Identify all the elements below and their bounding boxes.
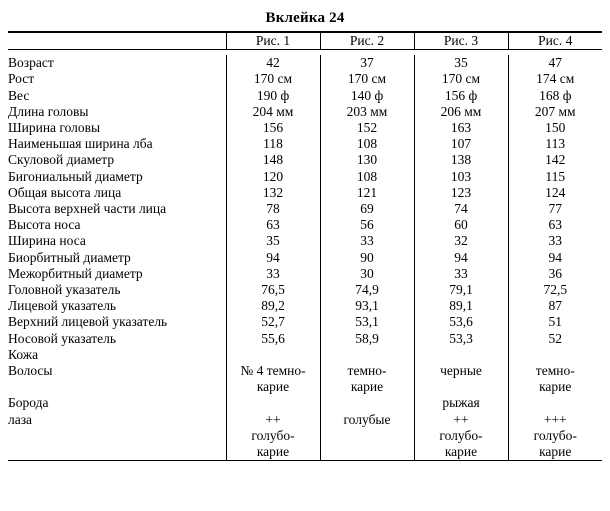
- row-value: 47: [508, 55, 602, 71]
- row-value: 103: [414, 169, 508, 185]
- row-value: 69: [320, 201, 414, 217]
- row-value: 35: [226, 233, 320, 249]
- table-row: [8, 395, 602, 411]
- row-value: 150: [508, 120, 602, 136]
- row-label: Высота верхней части лица: [8, 201, 167, 217]
- table-row: [8, 266, 602, 282]
- row-label: Длина головы: [8, 103, 89, 119]
- row-value: 30: [320, 266, 414, 282]
- row-value: [508, 347, 602, 363]
- row-value: 115: [508, 169, 602, 185]
- table-row: [8, 314, 602, 330]
- row-label: Головной указатель: [8, 282, 121, 298]
- row-value: 140 ф: [320, 88, 414, 104]
- row-value: 163: [414, 120, 508, 136]
- row-value: [226, 347, 320, 363]
- row-value: [226, 395, 320, 411]
- column-header: Рис. 4: [508, 33, 602, 50]
- row-value: 108: [320, 136, 414, 152]
- row-value: 148: [226, 152, 320, 168]
- row-label: Кожа: [8, 346, 39, 362]
- row-label: Межорбитный диаметр: [8, 265, 143, 281]
- row-label: Наименьшая ширина лба: [8, 136, 153, 152]
- row-value: 33: [320, 233, 414, 249]
- row-label: Рост: [8, 71, 35, 87]
- table-row: [8, 88, 602, 104]
- row-value: 63: [226, 217, 320, 233]
- row-label: Высота носа: [8, 217, 81, 233]
- table-row: [8, 71, 602, 87]
- row-value: № 4 темно- карие: [226, 363, 320, 395]
- row-value: рыжая: [414, 395, 508, 411]
- row-value: 58,9: [320, 331, 414, 347]
- row-value: 138: [414, 152, 508, 168]
- row-value: ++ голубо- карие: [414, 412, 508, 461]
- row-label: Волосы: [8, 363, 53, 379]
- row-value: 108: [320, 169, 414, 185]
- row-value: 124: [508, 185, 602, 201]
- row-value: 63: [508, 217, 602, 233]
- row-value: 36: [508, 266, 602, 282]
- row-value: 53,1: [320, 314, 414, 330]
- table-row: [8, 120, 602, 136]
- row-value: 72,5: [508, 282, 602, 298]
- row-label: Верхний лицевой указатель: [8, 314, 168, 330]
- table-row: [8, 250, 602, 266]
- row-label: Общая высота лица: [8, 184, 122, 200]
- page-title: Вклейка 24: [265, 10, 345, 26]
- row-label: Носовой указатель: [8, 330, 117, 346]
- row-value: 37: [320, 55, 414, 71]
- row-value: 33: [226, 266, 320, 282]
- row-label: Биорбитный диаметр: [8, 249, 131, 265]
- row-value: 190 ф: [226, 88, 320, 104]
- row-value: 168 ф: [508, 88, 602, 104]
- row-value: [414, 347, 508, 363]
- row-value: 76,5: [226, 282, 320, 298]
- table-row: [8, 152, 602, 168]
- table-row: [8, 331, 602, 347]
- row-value: 118: [226, 136, 320, 152]
- row-value: 74: [414, 201, 508, 217]
- row-value: [508, 395, 602, 411]
- row-value: 132: [226, 185, 320, 201]
- row-label: Лицевой указатель: [8, 298, 117, 314]
- row-value: 170 см: [414, 71, 508, 87]
- column-header-blank: [8, 33, 226, 50]
- row-value: [320, 395, 414, 411]
- table-row: [8, 169, 602, 185]
- row-label: Борода: [8, 395, 49, 411]
- measurements-table: [8, 33, 602, 462]
- row-value: 33: [414, 266, 508, 282]
- row-value: 52: [508, 331, 602, 347]
- row-value: 204 мм: [226, 104, 320, 120]
- table-row: [8, 347, 602, 363]
- row-value: 94: [414, 250, 508, 266]
- row-value: 90: [320, 250, 414, 266]
- row-value: 130: [320, 152, 414, 168]
- row-value: 174 см: [508, 71, 602, 87]
- row-label: Возраст: [8, 55, 54, 71]
- row-value: 55,6: [226, 331, 320, 347]
- row-value: 152: [320, 120, 414, 136]
- row-value: темно- карие: [508, 363, 602, 395]
- row-value: 87: [508, 298, 602, 314]
- row-label: Вес: [8, 87, 30, 103]
- table-row: [8, 185, 602, 201]
- row-value: 94: [508, 250, 602, 266]
- table-bottom-rule: [8, 461, 602, 463]
- row-value: 156 ф: [414, 88, 508, 104]
- row-label: лаза: [8, 411, 33, 427]
- row-value: 203 мм: [320, 104, 414, 120]
- row-value: 74,9: [320, 282, 414, 298]
- row-value: 51: [508, 314, 602, 330]
- row-value: 60: [414, 217, 508, 233]
- column-header: Рис. 2: [320, 33, 414, 50]
- row-value: 32: [414, 233, 508, 249]
- row-value: 78: [226, 201, 320, 217]
- row-value: 53,3: [414, 331, 508, 347]
- row-value: 79,1: [414, 282, 508, 298]
- row-value: 121: [320, 185, 414, 201]
- row-label: Бигониальный диаметр: [8, 168, 143, 184]
- row-value: 206 мм: [414, 104, 508, 120]
- table-row: [8, 412, 602, 461]
- table-row: [8, 282, 602, 298]
- row-value: 93,1: [320, 298, 414, 314]
- table-row: [8, 136, 602, 152]
- row-value: черные: [414, 363, 508, 395]
- table-header-row: [8, 33, 602, 50]
- row-value: 42: [226, 55, 320, 71]
- row-value: 33: [508, 233, 602, 249]
- table-bottom-rule-line: [8, 461, 602, 463]
- table-row: [8, 363, 602, 395]
- row-value: 123: [414, 185, 508, 201]
- row-value: [320, 347, 414, 363]
- row-value: 142: [508, 152, 602, 168]
- row-value: 113: [508, 136, 602, 152]
- row-value: 89,2: [226, 298, 320, 314]
- row-label: Скуловой диаметр: [8, 152, 115, 168]
- row-value: 170 см: [226, 71, 320, 87]
- row-value: +++ голубо- карие: [508, 412, 602, 461]
- row-value: 107: [414, 136, 508, 152]
- row-value: темно- карие: [320, 363, 414, 395]
- row-value: 120: [226, 169, 320, 185]
- column-header: Рис. 3: [414, 33, 508, 50]
- table-row: [8, 233, 602, 249]
- row-value: 89,1: [414, 298, 508, 314]
- column-header: Рис. 1: [226, 33, 320, 50]
- row-value: 94: [226, 250, 320, 266]
- row-label: Ширина головы: [8, 120, 101, 136]
- table-row: [8, 217, 602, 233]
- row-value: 207 мм: [508, 104, 602, 120]
- row-value: 56: [320, 217, 414, 233]
- table-row: [8, 104, 602, 120]
- table-row: [8, 298, 602, 314]
- row-value: 77: [508, 201, 602, 217]
- row-value: 35: [414, 55, 508, 71]
- table-row: [8, 201, 602, 217]
- table-row: [8, 55, 602, 71]
- row-value: голубые: [320, 412, 414, 461]
- row-value: ++ голубо- карие: [226, 412, 320, 461]
- row-value: 52,7: [226, 314, 320, 330]
- row-label: Ширина носа: [8, 233, 86, 249]
- row-value: 156: [226, 120, 320, 136]
- row-value: 170 см: [320, 71, 414, 87]
- row-value: 53,6: [414, 314, 508, 330]
